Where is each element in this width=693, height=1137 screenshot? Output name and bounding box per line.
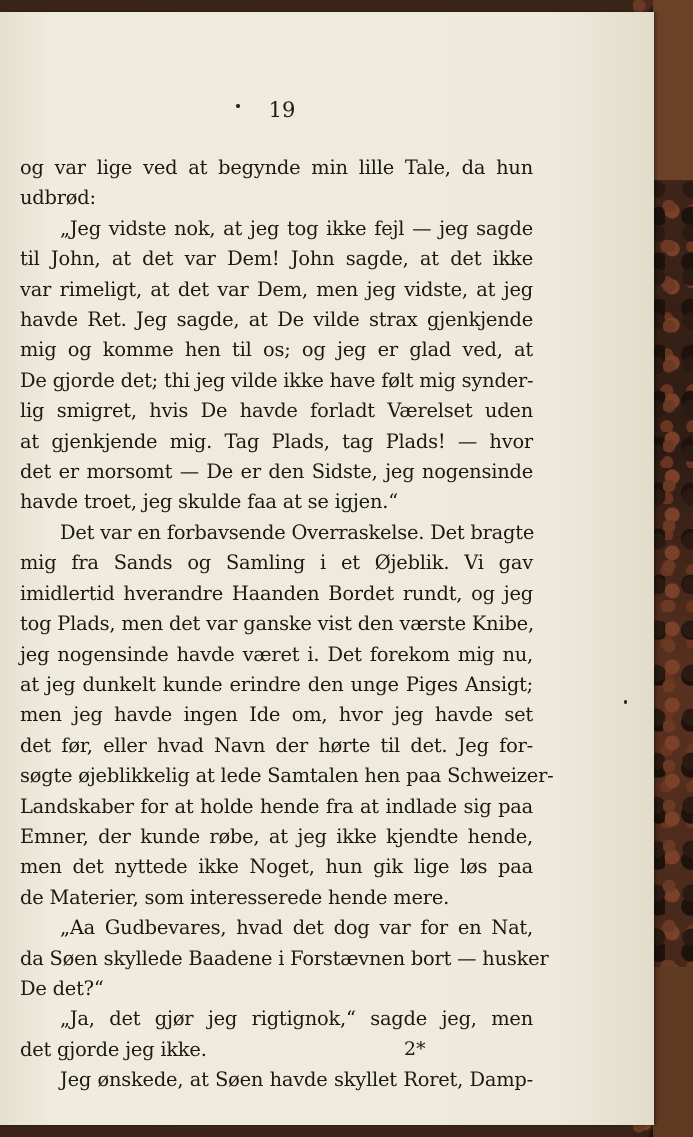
text-line: det er morsomt — De er den Sidste, jeg nogensinde	[20, 460, 533, 484]
book-page	[0, 12, 654, 1125]
text-line: til John, at det var Dem! John sagde, at det ikke	[20, 247, 533, 271]
text-line: søgte øjeblikkelig at lede Samtalen hen paa Schweizer-	[20, 764, 554, 788]
text-line: og var lige ved at begynde min lille Tale, da hun	[20, 156, 533, 179]
text-line: mig fra Sands og Samling i et Øjeblik. Vi gav	[20, 551, 533, 575]
text-line: „Jeg vidste nok, at jeg tog ikke fejl — jeg sagde	[60, 216, 533, 240]
text-line: at jeg dunkelt kunde erindre den unge Piges Ansigt;	[20, 672, 533, 696]
text-line: De gjorde det; thi jeg vilde ikke have følt mig synder-	[20, 368, 534, 392]
text-line: Landskaber for at holde hende fra at indlade sig paa	[20, 794, 533, 818]
text-line: lig smigret, hvis De havde forladt Værelset uden	[20, 399, 533, 423]
ink-speck	[624, 700, 627, 704]
text-line: „Ja, det gjør jeg rigtignok,“ sagde jeg, men	[60, 1007, 533, 1031]
text-line: Jeg ønskede, at Søen havde skyllet Roret, Damp-	[60, 1068, 533, 1092]
text-line: udbrød:	[20, 186, 96, 210]
text-line: men det nyttede ikke Noget, hun gik lige løs paa	[20, 855, 533, 879]
text-line: da Søen skyllede Baadene i Forstævnen bort — husker	[20, 946, 549, 970]
text-line: mig og komme hen til os; og jeg er glad ved, at	[20, 338, 533, 362]
text-line: tog Plads, men det var ganske vist den værste Knibe,	[20, 612, 534, 636]
text-line: at gjenkjende mig. Tag Plads, tag Plads! — hvor	[20, 429, 533, 453]
page-number: 19	[268, 98, 296, 122]
text-line: De det?“	[20, 976, 104, 1000]
text-line: havde troet, jeg skulde faa at se igjen.“	[20, 490, 398, 514]
text-line: det før, eller hvad Navn der hørte til det. Jeg for-	[20, 733, 533, 757]
book-cover-edge-top	[653, 0, 693, 180]
text-line: Emner, der kunde røbe, at jeg ikke kjendte hende,	[20, 824, 533, 848]
text-line: jeg nogensinde havde været i. Det forekom mig nu,	[20, 642, 533, 666]
text-line: de Materier, som interesserede hende mere.	[20, 885, 450, 909]
text-line: det gjorde jeg ikke.	[20, 1037, 207, 1061]
signature-mark: 2*	[404, 1038, 426, 1060]
text-line: havde Ret. Jeg sagde, at De vilde strax gjenkjende	[20, 308, 533, 332]
book-cover-edge-bottom	[653, 967, 693, 1137]
text-line: „Aa Gudbevares, hvad det dog var for en Nat,	[60, 916, 533, 940]
text-line: men jeg havde ingen Ide om, hvor jeg havde set	[20, 703, 533, 727]
body-text	[20, 153, 554, 1096]
text-line: var rimeligt, at det var Dem, men jeg vidste, at jeg	[20, 277, 533, 301]
text-line: Det var en forbavsende Overraskelse. Det bragte	[60, 520, 535, 544]
text-line: imidlertid hverandre Haanden Bordet rundt, og jeg	[20, 581, 533, 605]
